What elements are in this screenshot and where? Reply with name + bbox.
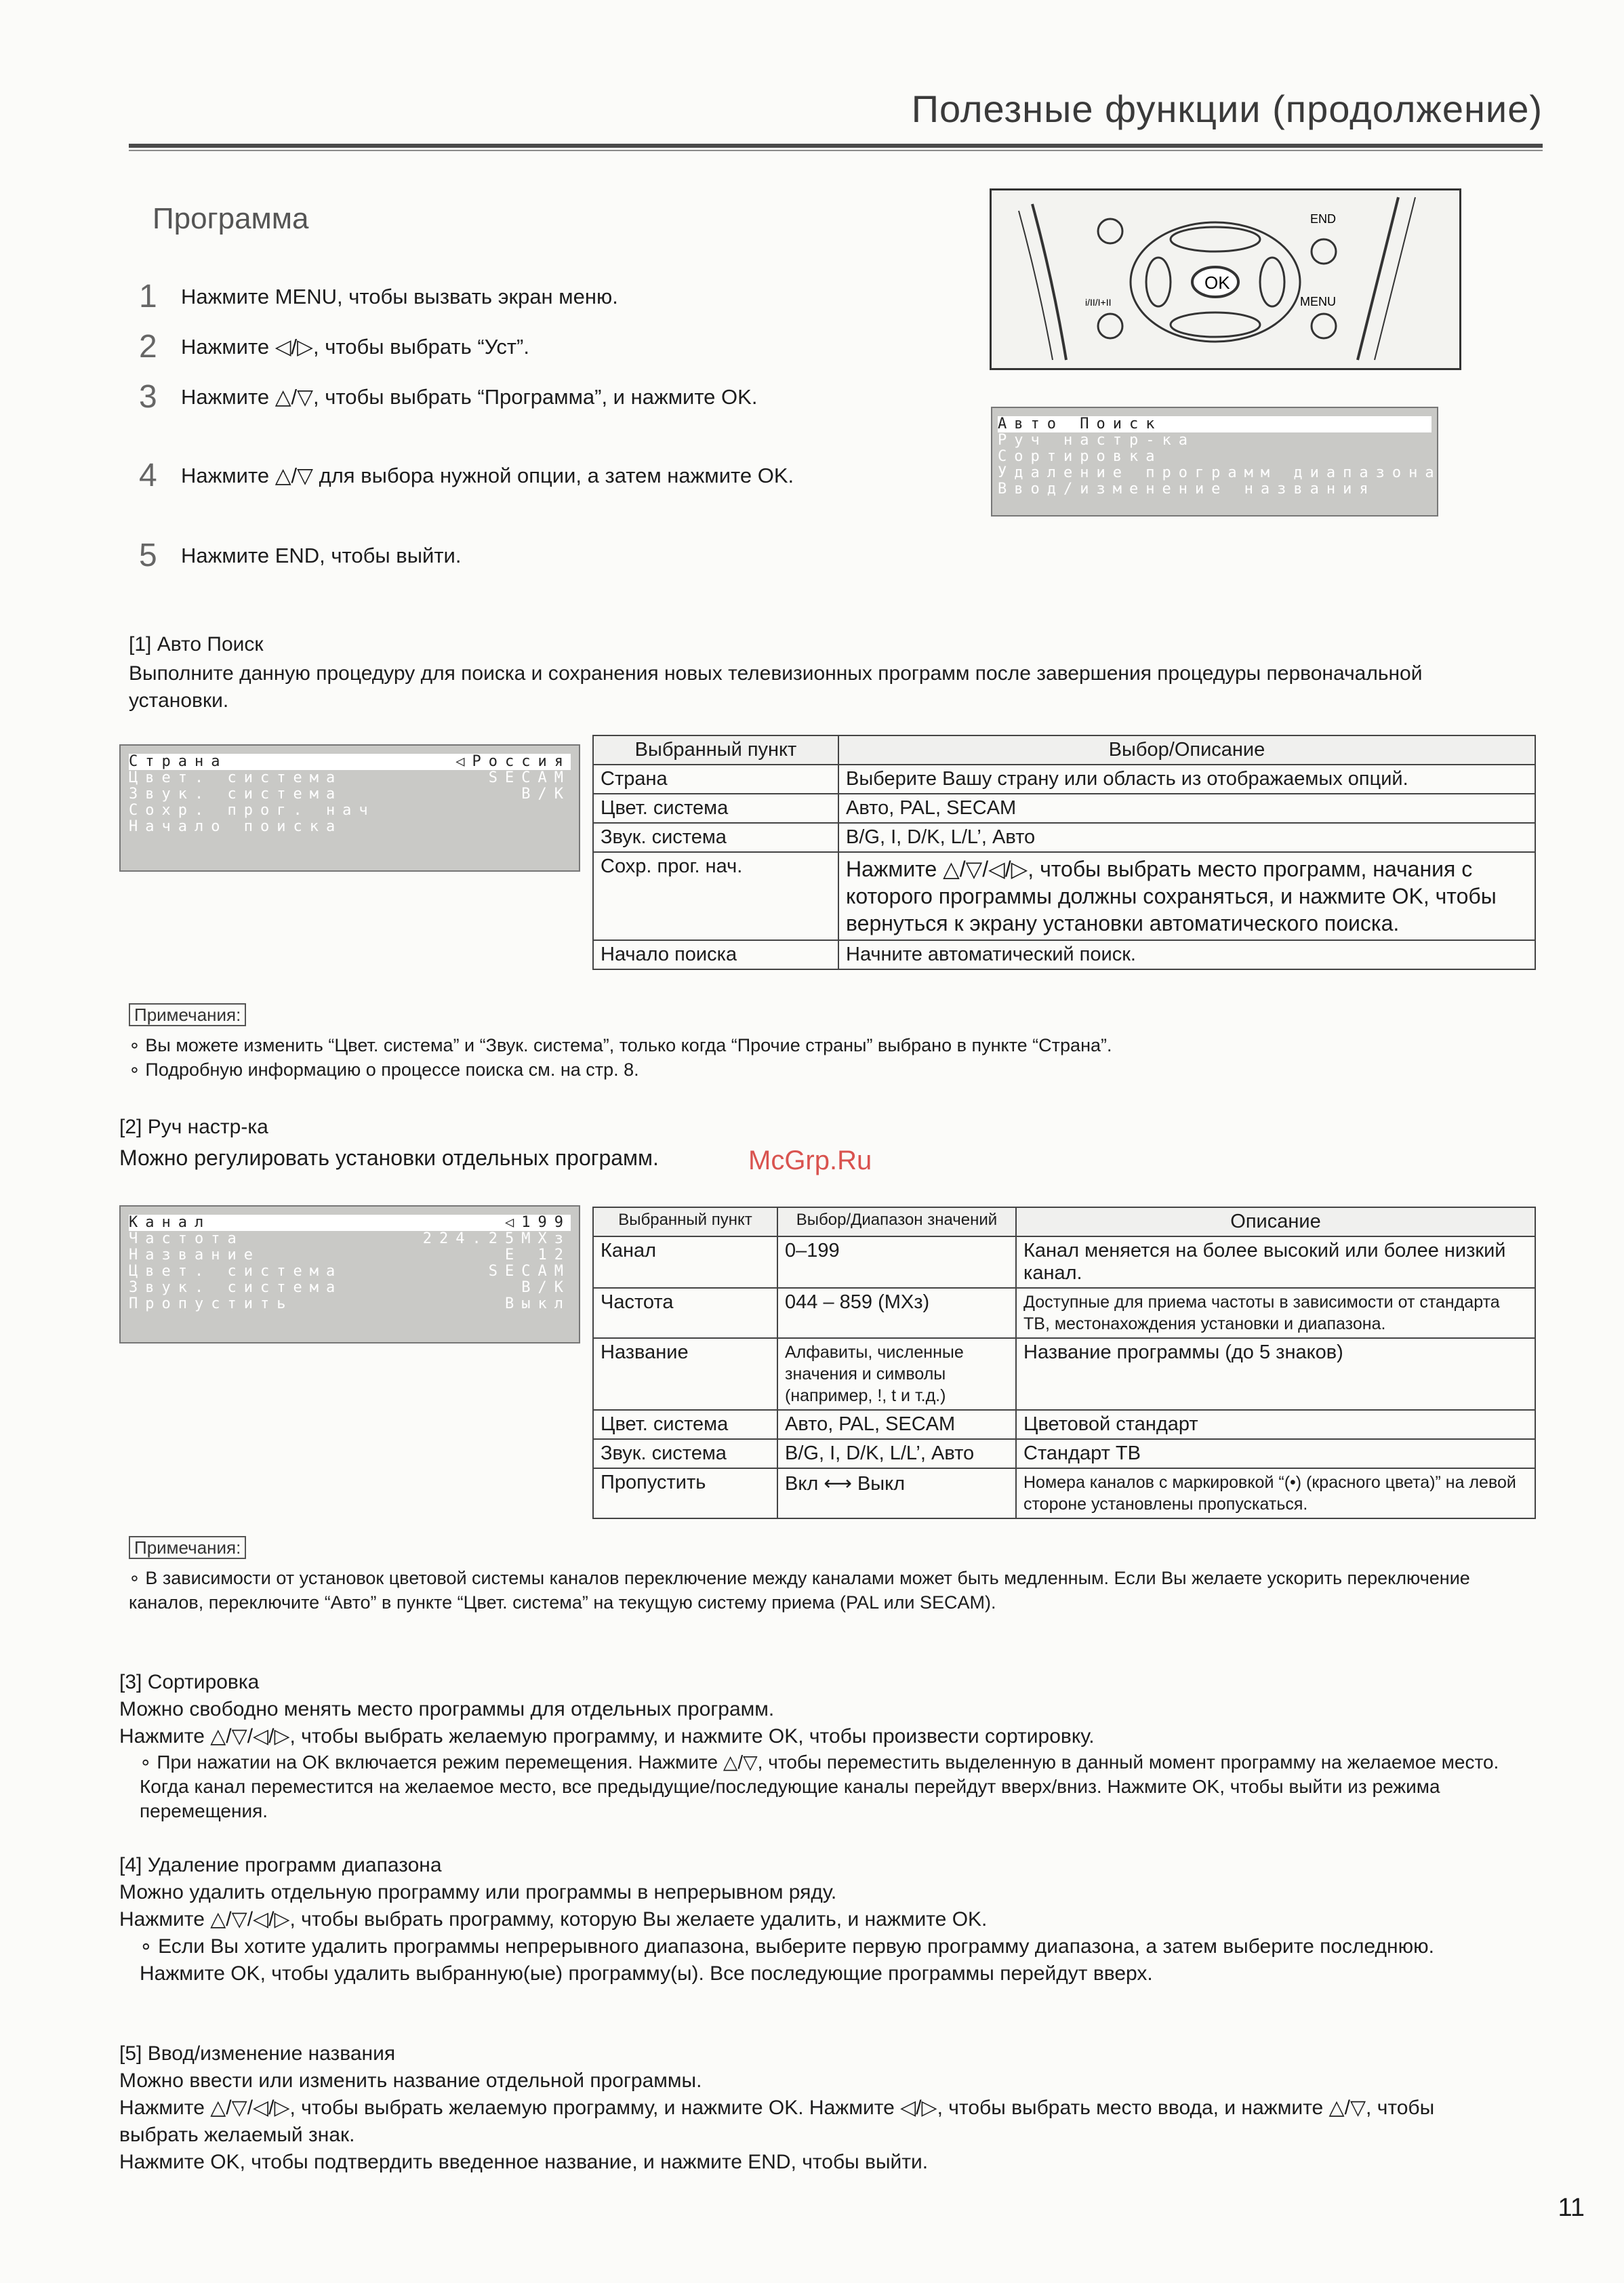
s3-line: Нажмите △/▽/◁/▷, чтобы выбрать желаемую программу, и нажмите OK, чтобы произвести сортировку. bbox=[119, 1725, 1095, 1747]
table-cell: Начало поиска bbox=[593, 940, 838, 969]
osd-item: Руч настр-ка bbox=[998, 432, 1195, 449]
osd-key: Начало поиска bbox=[129, 818, 343, 835]
page-header-title: Полезные функции (продолжение) bbox=[911, 87, 1543, 130]
table-cell: Название bbox=[593, 1338, 777, 1410]
table-cell: Нажмите △/▽/◁/▷, чтобы выбрать место программ, начания с которого программы должны сохраняться, и нажмите OK, чтобы вернуться к экрану установки автоматического поиска. bbox=[838, 852, 1535, 940]
page-number: 11 bbox=[1558, 2194, 1585, 2222]
table-cell: Доступные для приема частоты в зависимости от стандарта ТВ, местонахождения установки и диапазона. bbox=[1016, 1288, 1535, 1338]
s1-title: [1] Авто Поиск bbox=[129, 633, 264, 655]
s5-block bbox=[119, 2040, 1516, 2176]
s3-bullet: ∘ При нажатии на OK включается режим перемещения. Нажмите △/▽, чтобы переместить выделенную в данный момент программу на желаемое место. Когда канал переместится на желаемое место, все предыдущие/последующие каналы перейдут вверх/вниз. Нажмите OK, чтобы выйти из режима перемещения. bbox=[140, 1752, 1499, 1821]
osd-value: Выкл bbox=[505, 1295, 571, 1312]
s3-block bbox=[119, 1669, 1516, 1823]
ok-label: OK bbox=[1204, 272, 1230, 293]
table-cell: Страна bbox=[593, 765, 838, 794]
osd-key: Пропустить bbox=[129, 1295, 293, 1312]
table-cell: Авто, PAL, SECAM bbox=[777, 1410, 1016, 1439]
step-1 bbox=[139, 279, 859, 315]
table-row bbox=[593, 940, 1535, 969]
osd-item: Сортировка bbox=[998, 448, 1162, 465]
osd-key: Цвет. система bbox=[129, 1263, 343, 1280]
osd-value: ◁199 bbox=[505, 1214, 571, 1231]
audio-label: i/II/I+II bbox=[1085, 297, 1112, 308]
osd-row bbox=[129, 819, 571, 835]
s4-title: [4] Удаление программ диапазона bbox=[119, 1854, 442, 1876]
note-item: ∘ Подробную информацию о процессе поиска см. на стр. 8. bbox=[129, 1059, 639, 1080]
table-cell: Канал bbox=[593, 1236, 777, 1288]
table-cell: 044 – 859 (МХз) bbox=[777, 1288, 1016, 1338]
bullet-text: Если Вы хотите удалить программы непрерывного диапазона, выберите первую программу диапазона, а затем выберите последнюю. bbox=[158, 1935, 1434, 1958]
osd-value: SECAM bbox=[488, 1263, 571, 1280]
s2-notes bbox=[129, 1566, 1498, 1615]
s2-desc: Можно регулировать установки отдельных программ. bbox=[119, 1146, 659, 1170]
osd-auto-search bbox=[119, 744, 580, 872]
osd-item: Удаление программ диапазона bbox=[998, 464, 1442, 481]
left-button bbox=[1146, 258, 1171, 306]
header-rule-thin bbox=[129, 150, 1543, 151]
osd-row bbox=[129, 1231, 571, 1247]
osd-value: E 12 bbox=[505, 1247, 571, 1264]
s3-line: Можно свободно менять место программы для отдельных программ. bbox=[119, 1698, 775, 1720]
table-header: Описание bbox=[1016, 1207, 1535, 1236]
table-row bbox=[593, 1439, 1535, 1468]
osd-value: B/K bbox=[521, 786, 571, 803]
table-row bbox=[593, 1410, 1535, 1439]
table-row bbox=[593, 852, 1535, 940]
osd-item: Ввод/изменение названия bbox=[998, 481, 1376, 498]
osd-key: Звук. система bbox=[129, 1279, 343, 1296]
s2-table bbox=[592, 1207, 1536, 1519]
menu-button bbox=[1312, 314, 1336, 338]
step-number: 2 bbox=[139, 329, 157, 365]
s1-desc: Выполните данную процедуру для поиска и сохранения новых телевизионных программ после завершения процедуры первоначальной установки. bbox=[129, 662, 1423, 712]
s4-bullet: ∘ Если Вы хотите удалить программы непрерывного диапазона, выберите первую программу диапазона, а затем выберите последнюю. bbox=[140, 1935, 1434, 1958]
note-text: Вы можете изменить “Цвет. система” и “Звук. система”, только когда “Прочие страны” выбрано в пункте “Страна”. bbox=[145, 1035, 1112, 1055]
table-cell: 0–199 bbox=[777, 1236, 1016, 1288]
table-row bbox=[593, 823, 1535, 852]
audio-button bbox=[1098, 314, 1122, 338]
osd-key: Канал bbox=[129, 1214, 211, 1231]
table-header: Выбор/Диапазон значений bbox=[777, 1207, 1016, 1236]
osd-value: 224.25МХз bbox=[422, 1230, 571, 1247]
table-row bbox=[593, 794, 1535, 823]
osd-key: Название bbox=[129, 1247, 260, 1264]
table-header: Выбранный пункт bbox=[593, 1207, 777, 1236]
table-cell: Название программы (до 5 знаков) bbox=[1016, 1338, 1535, 1410]
notes-label: Примечания: bbox=[129, 1003, 246, 1026]
table-cell: B/G, I, D/K, L/L’, Авто bbox=[777, 1439, 1016, 1468]
s2-title: [2] Руч настр-ка bbox=[119, 1116, 268, 1138]
table-row bbox=[593, 1468, 1535, 1518]
table-cell: Канал меняется на более высокий или более низкий канал. bbox=[1016, 1236, 1535, 1288]
note-text: В зависимости от установок цветовой системы каналов переключение между каналами может быть медленным. Если Вы желаете ускорить переключение каналов, переключите “Авто” в пункте “Цвет. система” на текущую систему приема (PAL или SECAM). bbox=[129, 1568, 1470, 1613]
osd-key: Сохр. прог. нач bbox=[129, 802, 375, 819]
table-row bbox=[593, 765, 1535, 794]
s4-after: Нажмите OK, чтобы удалить выбранную(ые) программу(ы). Все последующие программы перейдут вверх. bbox=[140, 1962, 1153, 1985]
s2-notes-label bbox=[129, 1537, 246, 1558]
table-cell: Звук. система bbox=[593, 1439, 777, 1468]
osd-value: B/K bbox=[521, 1279, 571, 1296]
section-title: Программа bbox=[153, 202, 309, 235]
table-header-row bbox=[593, 1207, 1535, 1236]
osd-row bbox=[129, 803, 571, 819]
step-number: 1 bbox=[139, 279, 157, 315]
s1-table bbox=[592, 735, 1536, 970]
s1-notes bbox=[129, 1033, 1498, 1082]
table-cell: Выберите Вашу страну или область из отображаемых опций. bbox=[838, 765, 1535, 794]
step-number: 3 bbox=[139, 379, 157, 415]
step-text: Нажмите ◁/▷, чтобы выбрать “Уст”. bbox=[181, 335, 529, 359]
end-button bbox=[1312, 239, 1336, 264]
up-button bbox=[1171, 227, 1260, 251]
osd-row bbox=[129, 1215, 571, 1231]
osd-value: SECAM bbox=[488, 769, 571, 786]
s5-line: Можно ввести или изменить название отдельной программы. bbox=[119, 2069, 702, 2092]
note-text: Подробную информацию о процессе поиска см. на стр. 8. bbox=[145, 1059, 639, 1080]
down-button bbox=[1171, 312, 1260, 337]
s4-line: Можно удалить отдельную программу или программы в непрерывном ряду. bbox=[119, 1881, 837, 1903]
osd-key: Страна bbox=[129, 753, 228, 770]
table-cell: Звук. система bbox=[593, 823, 838, 852]
step-4 bbox=[139, 458, 832, 494]
s1-notes-label bbox=[129, 1005, 246, 1026]
osd-row bbox=[129, 786, 571, 803]
table-header: Выбранный пункт bbox=[593, 735, 838, 765]
table-cell: Цветовой стандарт bbox=[1016, 1410, 1535, 1439]
table-cell: Номера каналов с маркировкой “(•) (красного цвета)” на левой стороне установлены пропускаться. bbox=[1016, 1468, 1535, 1518]
s4-block bbox=[119, 1852, 1516, 1987]
table-header-row bbox=[593, 735, 1535, 765]
osd-key: Звук. система bbox=[129, 786, 343, 803]
table-cell: Вкл ⟷ Выкл bbox=[777, 1468, 1016, 1518]
osd-key: Частота bbox=[129, 1230, 244, 1247]
osd-row bbox=[129, 1264, 571, 1280]
table-cell: Алфавиты, численные значения и символы (например, !, t и т.д.) bbox=[777, 1338, 1016, 1410]
remote-illustration bbox=[990, 188, 1461, 370]
step-text: Нажмите END, чтобы выйти. bbox=[181, 544, 462, 567]
table-row bbox=[593, 1338, 1535, 1410]
table-cell: Частота bbox=[593, 1288, 777, 1338]
step-number: 4 bbox=[139, 458, 157, 493]
step-5 bbox=[139, 538, 859, 574]
osd-row bbox=[129, 754, 571, 770]
s4-line: Нажмите △/▽/◁/▷, чтобы выбрать программу, которую Вы желаете удалить, и нажмите OK. bbox=[119, 1908, 988, 1931]
table-cell: Начните автоматический поиск. bbox=[838, 940, 1535, 969]
s3-title: [3] Сортировка bbox=[119, 1671, 260, 1693]
osd-item: Авто Поиск bbox=[998, 416, 1432, 432]
note-item: ∘ Вы можете изменить “Цвет. система” и “Звук. система”, только когда “Прочие страны” выбрано в пункте “Страна”. bbox=[129, 1035, 1112, 1055]
step-text: Нажмите △/▽, чтобы выбрать “Программа”, и нажмите OK. bbox=[181, 385, 758, 409]
osd-key: Цвет. система bbox=[129, 769, 343, 786]
right-button bbox=[1260, 258, 1284, 306]
table-header: Выбор/Описание bbox=[838, 735, 1535, 765]
power-button bbox=[1098, 219, 1122, 243]
step-2 bbox=[139, 329, 859, 365]
step-number: 5 bbox=[139, 538, 157, 573]
s5-title: [5] Ввод/изменение названия bbox=[119, 2042, 396, 2065]
osd-manual-tuning bbox=[119, 1205, 580, 1343]
step-3 bbox=[139, 379, 791, 416]
header-rule bbox=[129, 144, 1543, 148]
bullet-text: При нажатии на OK включается режим перемещения. Нажмите △/▽, чтобы переместить выделенную в данный момент программу на желаемое место. Когда канал переместится на желаемое место, все предыдущие/последующие каналы перейдут вверх/вниз. Нажмите OK, чтобы выйти из режима перемещения. bbox=[140, 1752, 1499, 1821]
osd-row bbox=[129, 1296, 571, 1312]
table-row bbox=[593, 1288, 1535, 1338]
table-cell: B/G, I, D/K, L/L’, Авто bbox=[838, 823, 1535, 852]
table-row bbox=[593, 1236, 1535, 1288]
osd-program-menu bbox=[991, 407, 1442, 517]
remote-drawing bbox=[992, 190, 1459, 368]
table-cell: Цвет. система bbox=[593, 1410, 777, 1439]
osd-value: ◁Россия bbox=[455, 753, 571, 770]
notes-label: Примечания: bbox=[129, 1536, 246, 1559]
table-cell: Авто, PAL, SECAM bbox=[838, 794, 1535, 823]
s5-line: Нажмите OK, чтобы подтвердить введенное название, и нажмите END, чтобы выйти. bbox=[119, 2151, 929, 2173]
osd-row bbox=[129, 770, 571, 786]
table-cell: Пропустить bbox=[593, 1468, 777, 1518]
table-cell: Цвет. система bbox=[593, 794, 838, 823]
osd-row bbox=[129, 1247, 571, 1264]
watermark: McGrp.Ru bbox=[748, 1146, 872, 1175]
step-text: Нажмите △/▽ для выбора нужной опции, а затем нажмите OK. bbox=[181, 464, 794, 487]
note-item: ∘ В зависимости от установок цветовой системы каналов переключение между каналами может быть медленным. Если Вы желаете ускорить переключение каналов, переключите “Авто” в пункте “Цвет. система” на текущую систему приема (PAL или SECAM). bbox=[129, 1568, 1470, 1613]
step-text: Нажмите MENU, чтобы вызвать экран меню. bbox=[181, 285, 618, 308]
s5-line: Нажмите △/▽/◁/▷, чтобы выбрать желаемую программу, и нажмите OK. Нажмите ◁/▷, чтобы выбрать место ввода, и нажмите △/▽, чтобы выбрать желаемый знак. bbox=[119, 2097, 1435, 2146]
osd-row bbox=[129, 1280, 571, 1296]
end-label: END bbox=[1310, 212, 1337, 226]
menu-label: MENU bbox=[1300, 295, 1336, 308]
table-cell: Стандарт ТВ bbox=[1016, 1439, 1535, 1468]
table-cell: Сохр. прог. нач. bbox=[593, 852, 838, 940]
